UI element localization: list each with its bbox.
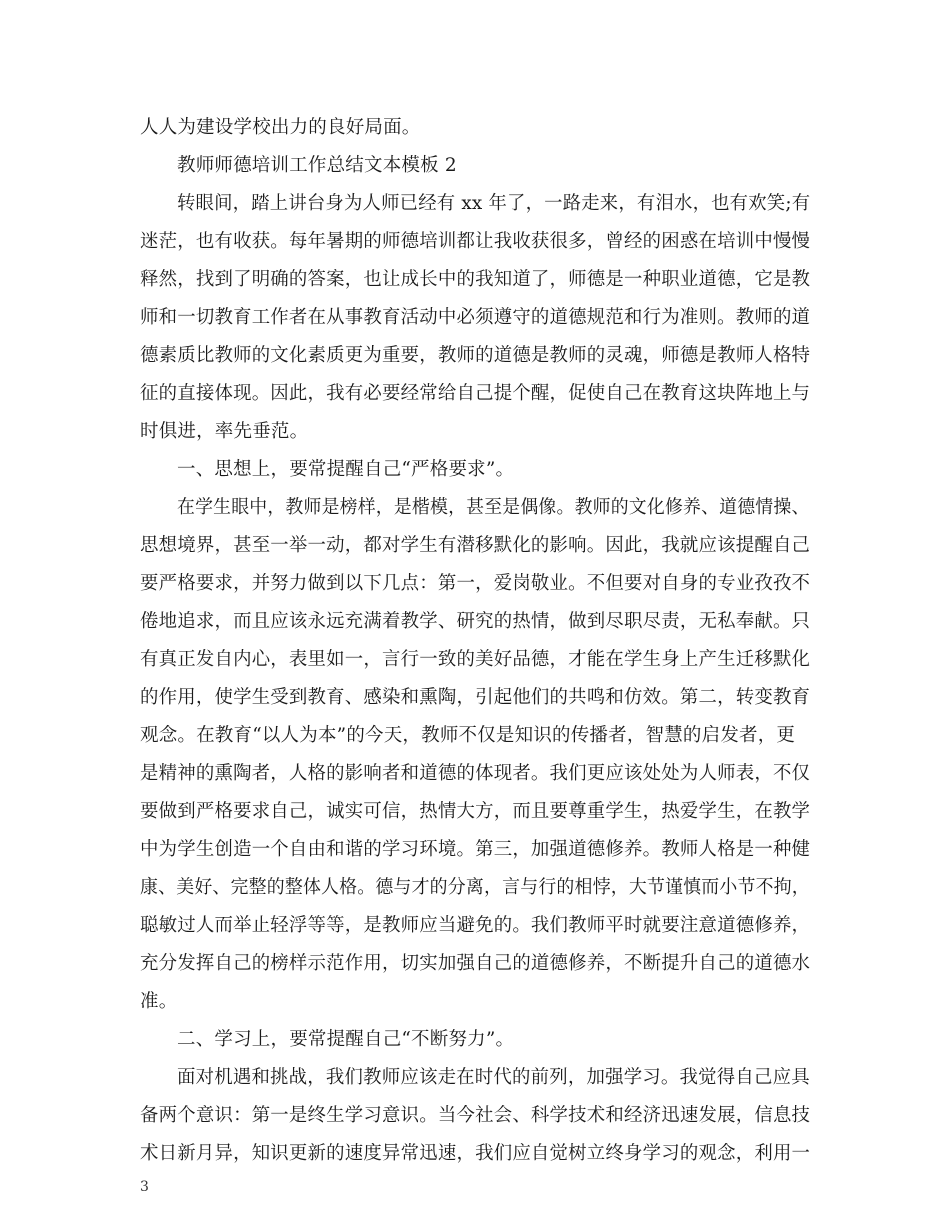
line-text: 康、美好、完整的整体人格。德与才的分离，言与行的相悖，大节谨慎而小节不拘， <box>140 877 810 898</box>
line-text: 的作用，使学生受到教育、感染和熏陶，引起他们的共鸣和仿效。第二，转变教育 <box>140 687 811 708</box>
line-text: 术日新月异，知识更新的速度异常迅速，我们应自觉树立终身学习的观念，利用一 <box>140 1143 811 1164</box>
line-text: 转眼间，踏上讲台身为人师已经有 xx 年了，一路走来，有泪水，也有欢笑;有 <box>177 193 811 214</box>
text-line <box>0 683 950 713</box>
text-line <box>0 189 950 219</box>
line-text: 面对机遇和挑战，我们教师应该走在时代的前列，加强学习。我觉得自己应具 <box>177 1067 810 1088</box>
line-text: 要做到严格要求自己，诚实可信，热情大方，而且要尊重学生，热爱学生，在教学 <box>140 801 811 822</box>
text-line <box>0 1101 950 1131</box>
text-line <box>0 797 950 827</box>
line-text: 释然，找到了明确的答案，也让成长中的我知道了，师德是一种职业道德，它是教 <box>140 269 811 290</box>
text-line <box>0 113 950 143</box>
line-text: 时俱进，率先垂范。 <box>140 421 309 442</box>
section-heading-text: 一、思想上，要常提醒自己“严格要求”。 <box>177 459 515 480</box>
page-number: 3 <box>140 1179 149 1195</box>
line-text: 备两个意识：第一是终生学习意识。当今社会、科学技术和经济迅速发展，信息技 <box>140 1105 811 1126</box>
line-text: 在学生眼中，教师是榜样，是楷模，甚至是偶像。教师的文化修养、道德情操、 <box>177 497 810 518</box>
text-line <box>0 303 950 333</box>
line-text: 人人为建设学校出力的良好局面。 <box>140 117 421 138</box>
text-line <box>0 873 950 903</box>
line-text: 中为学生创造一个自由和谐的学习环境。第三，加强道德修养。教师人格是一种健 <box>140 839 811 860</box>
section-heading <box>0 1025 950 1055</box>
text-line <box>0 1063 950 1093</box>
text-line <box>0 1139 950 1169</box>
text-line <box>0 341 950 371</box>
line-text: 有真正发自内心，表里如一，言行一致的美好品德，才能在学生身上产生迁移默化 <box>140 649 811 670</box>
section-heading-text: 二、学习上，要常提醒自己“不断努力”。 <box>177 1029 515 1050</box>
line-text: 充分发挥自己的榜样示范作用，切实加强自己的道德修养，不断提升自己的道德水 <box>140 953 811 974</box>
subtitle-text: 教师师德培训工作总结文本模板 2 <box>177 155 457 176</box>
line-text: 要严格要求，并努力做到以下几点：第一，爱岗敬业。不但要对自身的专业孜孜不 <box>140 573 811 594</box>
text-line <box>0 227 950 257</box>
text-line <box>0 645 950 675</box>
text-line <box>0 493 950 523</box>
line-text: 思想境界，甚至一举一动，都对学生有潜移默化的影响。因此，我就应该提醒自己 <box>140 535 811 556</box>
line-text: 倦地追求，而且应该永远充满着教学、研究的热情，做到尽职尽责，无私奉献。只 <box>140 611 811 632</box>
subtitle-line <box>0 151 950 181</box>
text-line <box>0 987 950 1017</box>
line-text: 迷茫，也有收获。每年暑期的师德培训都让我收获很多，曾经的困惑在培训中慢慢 <box>140 231 811 252</box>
text-line <box>0 911 950 941</box>
line-text: 聪敏过人而举止轻浮等等，是教师应当避免的。我们教师平时就要注意道德修养， <box>140 915 811 936</box>
text-line <box>0 835 950 865</box>
line-text: 是精神的熏陶者，人格的影响者和道德的体现者。我们更应该处处为人师表，不仅 <box>140 763 811 784</box>
text-line <box>0 721 950 751</box>
text-line <box>0 759 950 789</box>
line-text: 师和一切教育工作者在从事教育活动中必须遵守的道德规范和行为准则。教师的道 <box>140 307 811 328</box>
line-text: 征的直接体现。因此，我有必要经常给自己提个醒，促使自己在教育这块阵地上与 <box>140 383 811 404</box>
text-line <box>0 417 950 447</box>
line-text: 准。 <box>140 991 178 1012</box>
line-text: 观念。在教育“以人为本”的今天，教师不仅是知识的传播者，智慧的启发者，更 <box>140 725 796 746</box>
text-line <box>0 265 950 295</box>
text-line <box>0 531 950 561</box>
section-heading <box>0 455 950 485</box>
line-text: 德素质比教师的文化素质更为重要，教师的道德是教师的灵魂，师德是教师人格特 <box>140 345 811 366</box>
text-line <box>0 379 950 409</box>
text-line <box>0 569 950 599</box>
text-line <box>0 949 950 979</box>
text-line <box>0 607 950 637</box>
